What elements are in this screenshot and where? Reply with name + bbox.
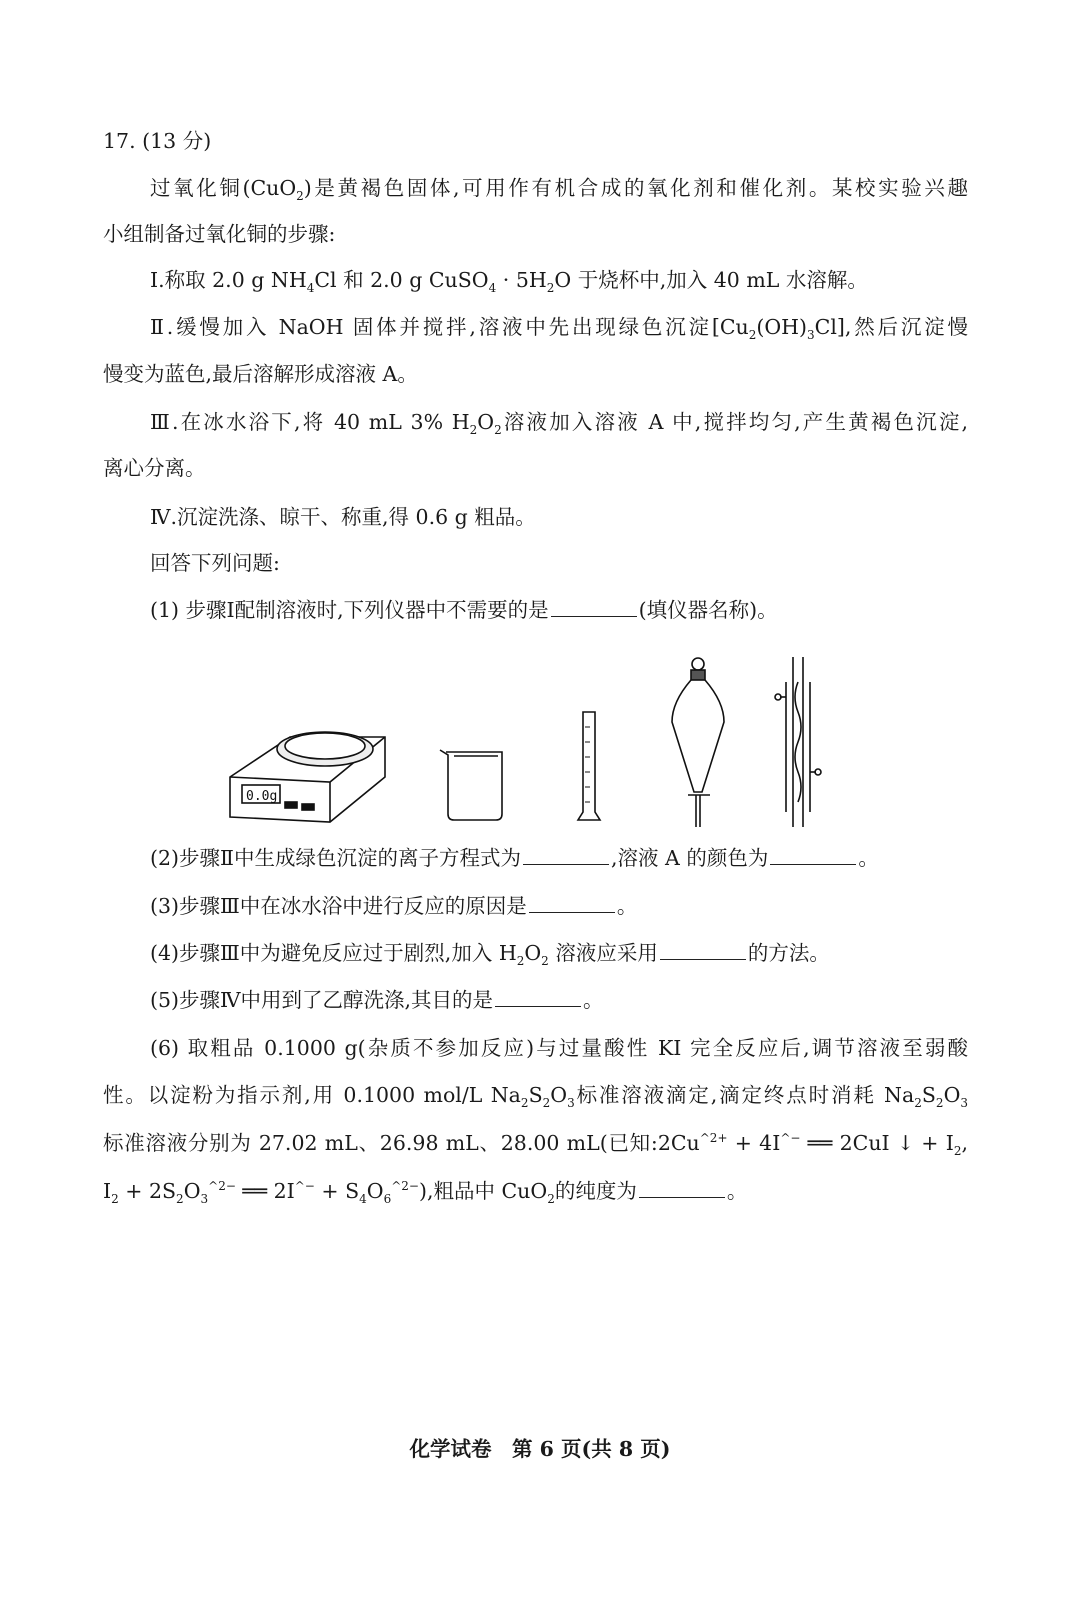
superscript: ^2− (208, 1179, 236, 1194)
subscript: 6 (383, 1192, 392, 1207)
text-segment: 性。以淀粉为指示剂,用 0.1000 mol/L Na (103, 1083, 521, 1107)
text-segment: 溶液应采用 (548, 941, 658, 965)
answer-blank[interactable] (495, 986, 581, 1007)
superscript: ^− (294, 1179, 315, 1194)
text-segment: + S (314, 1179, 360, 1203)
question-line (150, 892, 637, 920)
text-segment: (OH) (756, 315, 808, 339)
question-line (150, 313, 968, 341)
instrument-figure (220, 652, 860, 832)
text-segment: 的方法。 (747, 941, 830, 965)
text-segment: O (550, 1083, 568, 1107)
condenser-image (775, 657, 821, 827)
text-segment: ),粗品中 CuO (418, 1179, 548, 1203)
question-line (103, 1081, 968, 1109)
text-segment: 溶液加入溶液 A 中,搅拌均匀,产生黄褐色沉淀, (501, 410, 969, 434)
subscript: 2 (520, 1096, 529, 1111)
answer-blank[interactable] (529, 892, 615, 913)
page-footer: 化学试卷 第 6 页(共 8 页) (409, 1437, 671, 1461)
text-segment: I (103, 1179, 112, 1203)
text-segment: 。 (583, 988, 604, 1012)
text-segment: 17. (13 分) (103, 129, 212, 153)
beaker-image (440, 750, 502, 820)
superscript: ^2+ (699, 1131, 728, 1146)
text-segment: Cl 和 2.0 g CuSO (314, 268, 489, 292)
subscript: 2 (516, 954, 525, 969)
subscript: 2 (541, 954, 549, 969)
subscript: 3 (200, 1192, 209, 1207)
question-line (150, 986, 604, 1014)
text-segment: 慢变为蓝色,最后溶解形成溶液 A。 (103, 362, 418, 386)
graduated-cylinder-image (578, 712, 600, 820)
question-line (103, 1177, 747, 1205)
subscript: 2 (547, 1192, 555, 1207)
text-segment: 标准溶液滴定,滴定终点时消耗 Na (574, 1083, 915, 1107)
subscript: 2 (296, 189, 304, 204)
text-segment: Ⅲ.在冰水浴下,将 40 mL 3% H (150, 410, 470, 434)
text-segment: Ⅰ.称取 2.0 g NH (150, 268, 307, 292)
subscript: 2 (935, 1096, 944, 1111)
question-line (103, 360, 418, 388)
text-segment: Ⅳ.沉淀洗涤、晾干、称重,得 0.6 g 粗品。 (150, 505, 536, 529)
question-line (103, 127, 211, 155)
text-segment: Ⅱ.缓慢加入 NaOH 固体并搅拌,溶液中先出现绿色沉淀[Cu (150, 315, 749, 339)
separatory-funnel-image (672, 658, 724, 827)
text-segment: (3)步骤Ⅲ中在冰水浴中进行反应的原因是 (150, 894, 527, 918)
text-segment: O (477, 410, 495, 434)
superscript: ^− (780, 1131, 801, 1146)
subscript: 4 (488, 281, 497, 296)
text-segment: (填仪器名称)。 (638, 598, 778, 622)
text-segment: 的纯度为 (554, 1179, 637, 1203)
balance-display: 0.0g (246, 789, 278, 804)
subscript: 2 (494, 423, 502, 438)
text-segment: (6) 取粗品 0.1000 g(杂质不参加反应)与过量酸性 KI 完全反应后,调节溶液至弱酸 (150, 1036, 968, 1060)
text-segment: , (961, 1131, 968, 1155)
text-segment: · 5H (496, 268, 547, 292)
subscript: 2 (748, 328, 757, 343)
electronic-balance-image (230, 732, 385, 822)
question-line (150, 408, 968, 436)
subscript: 4 (359, 1192, 367, 1207)
subscript: 2 (176, 1192, 184, 1207)
text-segment: O (183, 1179, 201, 1203)
answer-blank[interactable] (770, 844, 856, 865)
question-line (103, 454, 206, 482)
text-segment: (5)步骤Ⅳ中用到了乙醇洗涤,其目的是 (150, 988, 494, 1012)
text-segment: ══ 2CuI ↓ + I (800, 1131, 954, 1155)
text-segment: ══ 2I (235, 1179, 295, 1203)
text-segment: S (528, 1083, 543, 1107)
answer-blank[interactable] (523, 844, 609, 865)
question-line (103, 220, 335, 248)
text-segment: 离心分离。 (103, 456, 206, 480)
subscript: 2 (469, 423, 478, 438)
text-segment: 。 (616, 894, 638, 918)
subscript: 2 (914, 1096, 922, 1111)
question-line (150, 266, 868, 294)
question-line (150, 596, 778, 624)
answer-blank[interactable] (660, 939, 746, 960)
question-line (150, 174, 968, 202)
question-line (150, 503, 536, 531)
text-segment: (2)步骤Ⅱ中生成绿色沉淀的离子方程式为 (150, 846, 521, 870)
text-segment: 。 (726, 1179, 748, 1203)
text-segment: Cl],然后沉淀慢 (814, 315, 968, 339)
subscript: 2 (546, 281, 555, 296)
subscript: 2 (953, 1144, 962, 1159)
question-line (103, 1129, 968, 1157)
answer-blank[interactable] (551, 596, 637, 617)
text-segment: S (921, 1083, 936, 1107)
text-segment: 过氧化铜(CuO (150, 176, 297, 200)
question-line (150, 939, 830, 967)
text-segment: (1) 步骤Ⅰ配制溶液时,下列仪器中不需要的是 (150, 598, 549, 622)
subscript: 3 (567, 1096, 575, 1111)
text-segment: )是黄褐色固体,可用作有机合成的氧化剂和催化剂。某校实验兴趣 (303, 176, 968, 200)
text-segment: O (524, 941, 542, 965)
text-segment: 小组制备过氧化铜的步骤: (103, 222, 336, 246)
subscript: 2 (111, 1192, 119, 1207)
text-segment: O (366, 1179, 384, 1203)
question-line (150, 549, 280, 577)
subscript: 3 (807, 328, 815, 343)
text-segment: O (943, 1083, 961, 1107)
question-line (150, 1034, 968, 1062)
text-segment: 回答下列问题: (150, 551, 280, 575)
text-segment: ,溶液 A 的颜色为 (610, 846, 769, 870)
text-segment: + 2S (118, 1179, 177, 1203)
subscript: 2 (542, 1096, 551, 1111)
superscript: ^2− (391, 1179, 419, 1194)
text-segment: O 于烧杯中,加入 40 mL 水溶解。 (554, 268, 868, 292)
subscript: 4 (306, 281, 315, 296)
question-line (150, 844, 879, 872)
answer-blank[interactable] (639, 1177, 725, 1198)
subscript: 3 (960, 1096, 969, 1111)
text-segment: + 4I (727, 1131, 781, 1155)
text-segment: 。 (858, 846, 879, 870)
text-segment: 标准溶液分别为 27.02 mL、26.98 mL、28.00 mL(已知:2Cu (103, 1131, 700, 1155)
text-segment: (4)步骤Ⅲ中为避免反应过于剧烈,加入 H (150, 941, 517, 965)
